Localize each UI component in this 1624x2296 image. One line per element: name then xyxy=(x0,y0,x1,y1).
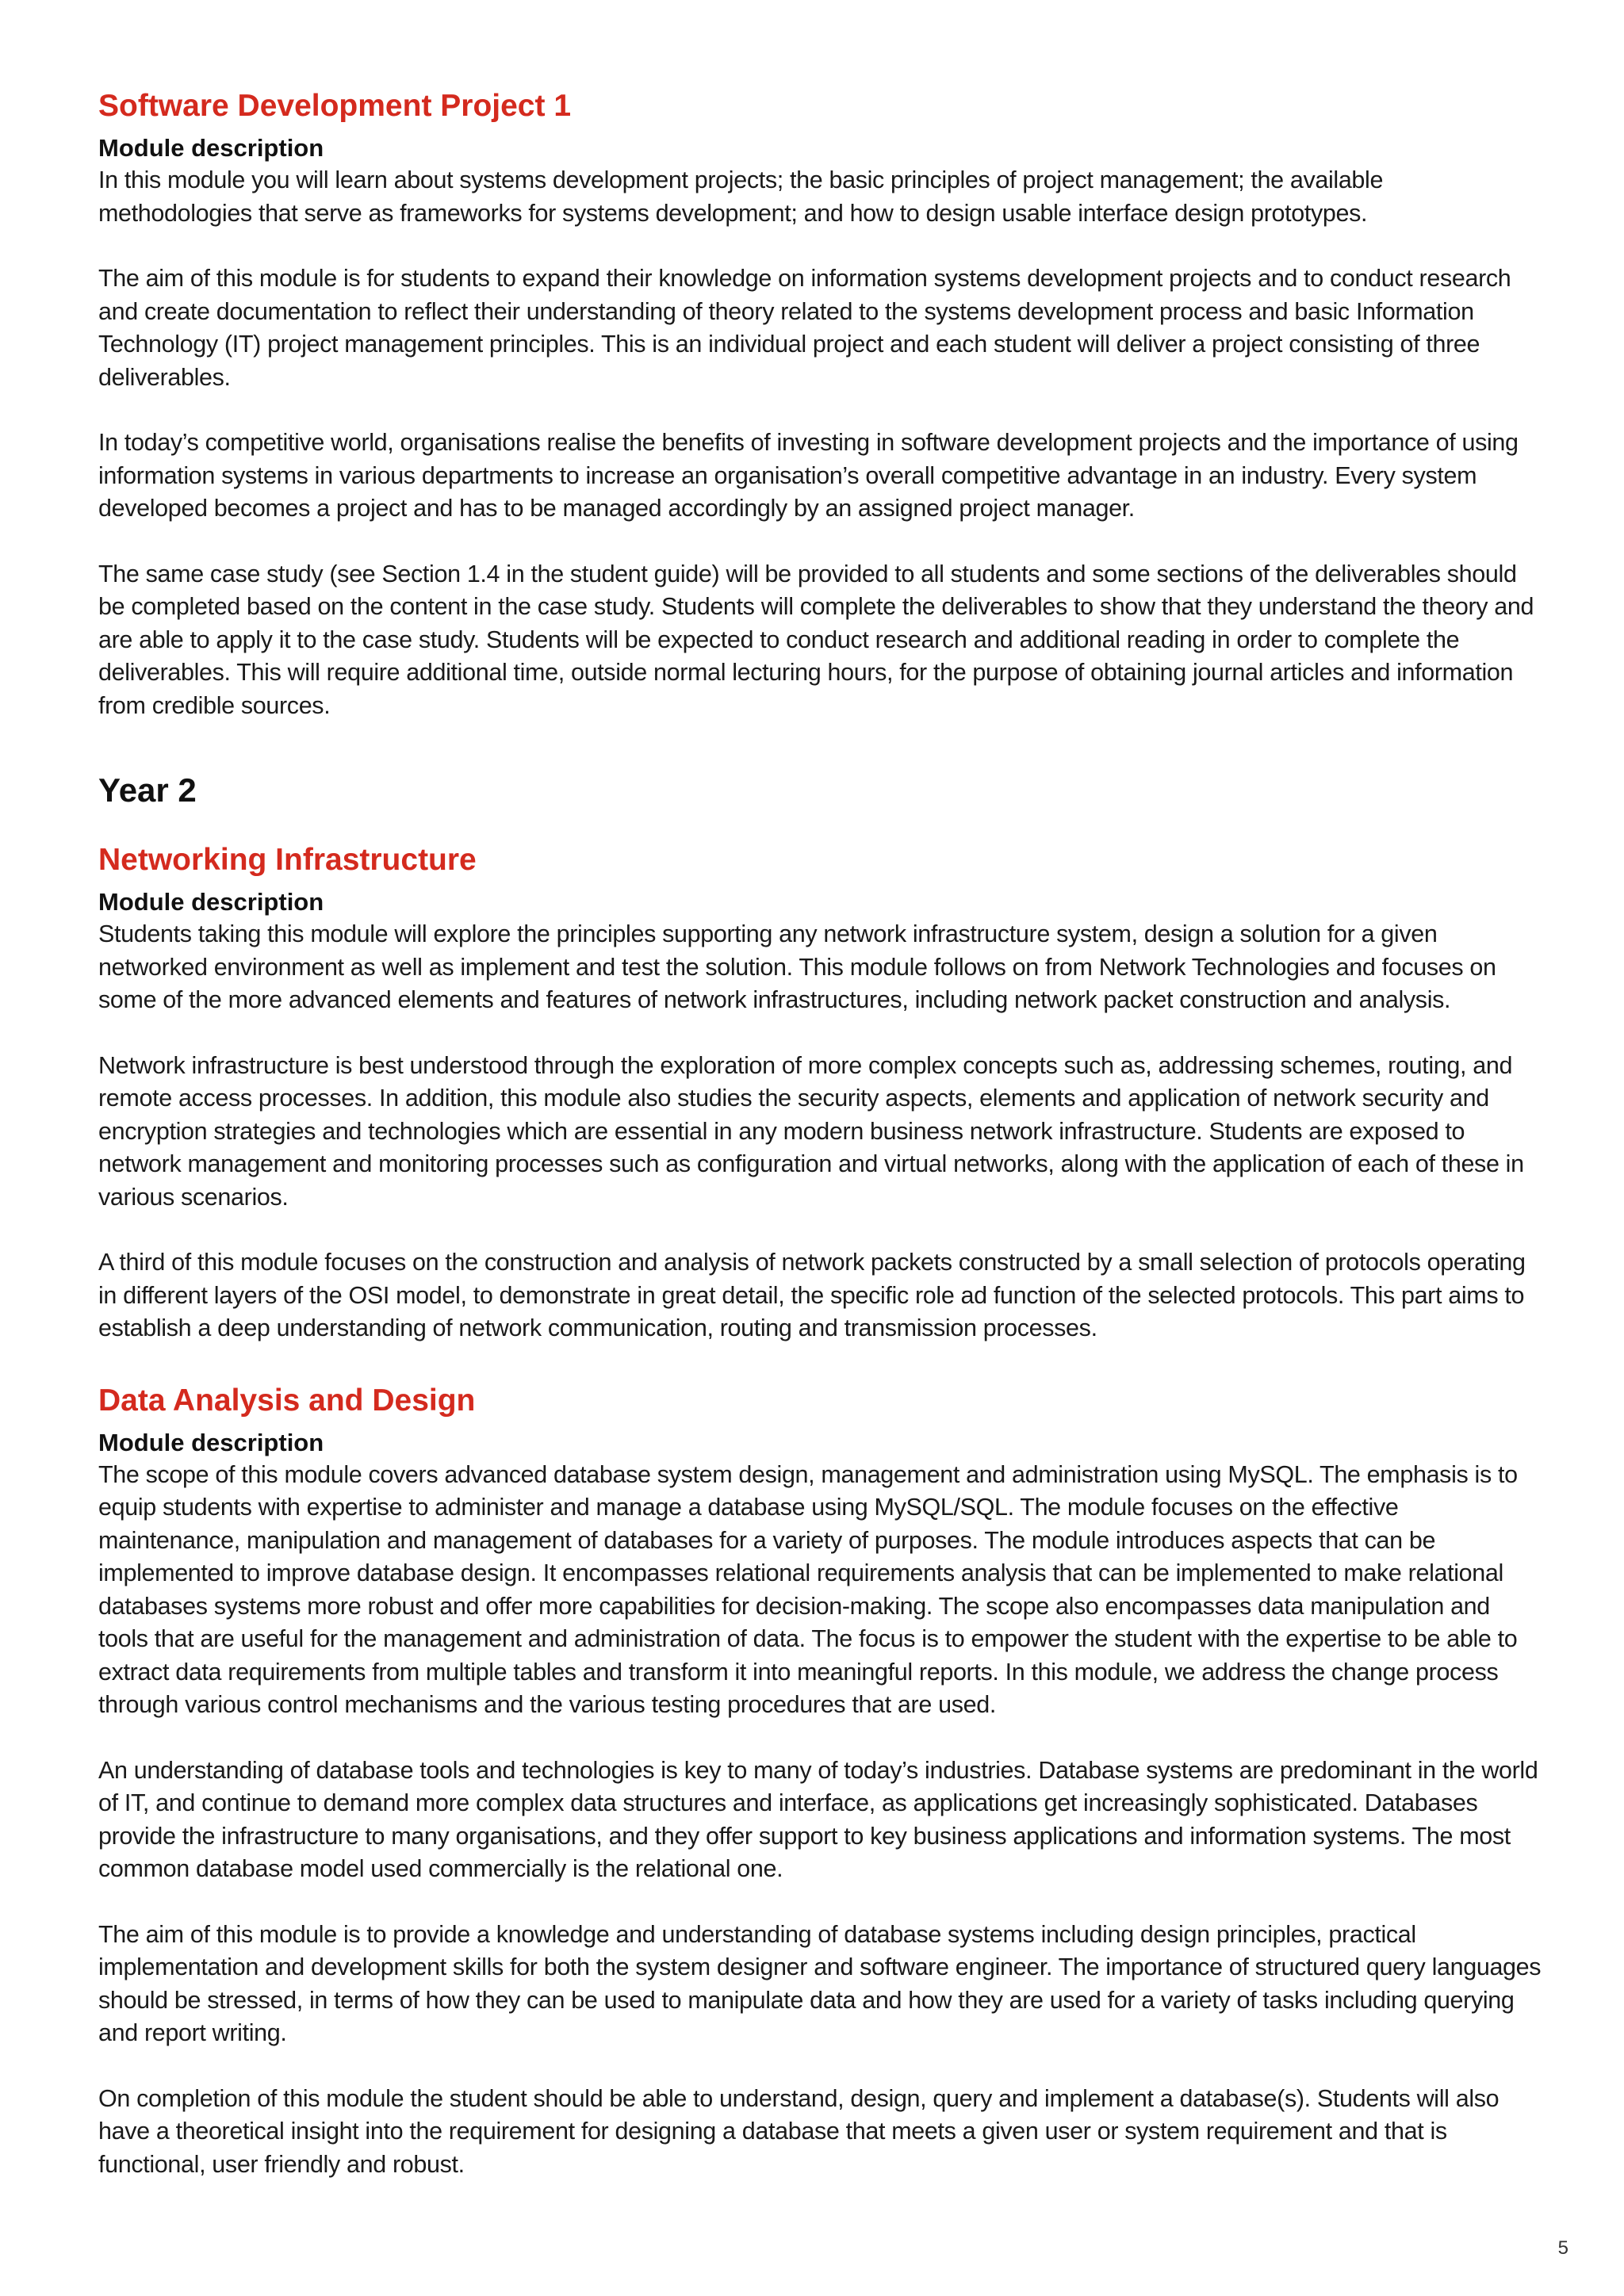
module-title: Networking Infrastructure xyxy=(98,843,477,877)
paragraph: The aim of this module is for students to expand their knowledge on information systems development projects and to conduct research and create documentation to reflect their understanding of theory related to the systems development process and basic Information Technology (IT) project management principles. This is an individual project and each student will deliver a project consisting of three deliverables. xyxy=(98,265,1511,391)
module-description-heading: Module description xyxy=(98,888,324,916)
module-software-development-project-1 xyxy=(98,86,1542,722)
paragraph: The scope of this module covers advanced database system design, management and administration using MySQL. The emphasis is to equip students with expertise to administer and manage a database using MySQL/SQL. The module focuses on the effective maintenance, manipulation and management of databases for a variety of purposes. The module introduces aspects that can be implemented to improve database design. It encompasses relational requirements analysis that can be implemented to make relational databases systems more robust and offer more capabilities for decision-making. The scope also encompasses data manipulation and tools that are useful for the management and administration of data. The focus is to empower the student with the expertise to be able to extract data requirements from multiple tables and transform it into meaningful reports. In this module, we address the change process through various control mechanisms and the various testing procedures that are used. xyxy=(98,1460,1518,1718)
document-page xyxy=(98,86,1542,2181)
paragraph: A third of this module focuses on the construction and analysis of network packets constructed by a small selection of protocols operating in different layers of the OSI model, to demonstrate in great detail, the specific role ad function of the selected protocols. This part aims to establish a deep understanding of network communication, routing and transmission processes. xyxy=(98,1249,1526,1341)
module-description-heading: Module description xyxy=(98,134,324,162)
module-title: Data Analysis and Design xyxy=(98,1383,476,1418)
paragraph: An understanding of database tools and technologies is key to many of today’s industries. Database systems are predominant in the world of IT, and continue to demand more complex data structures and interface, as applications get increasingly sophisticated. Databases provide the infrastructure to many organisations, and they offer support to key business applications and information systems. The most common database model used commercially is the relational one. xyxy=(98,1756,1538,1882)
year-heading: Year 2 xyxy=(98,771,197,809)
paragraph: On completion of this module the student should be able to understand, design, query and implement a database(s). Students will also have a theoretical insight into the requirement for designing a database that meets a given user or system requirement and that is functional, user friendly and robust. xyxy=(98,2084,1500,2178)
paragraph: The same case study (see Section 1.4 in the student guide) will be provided to all students and some sections of the deliverables should be completed based on the content in the case study. Students will complete the deliverables to show that they understand the theory and are able to apply it to the case study. Students will be expected to conduct research and additional reading in order to complete the deliverables. This will require additional time, outside normal lecturing hours, for the purpose of obtaining journal articles and information from credible sources. xyxy=(98,560,1534,719)
paragraph: In this module you will learn about systems development projects; the basic principles of project management; the available methodologies that serve as frameworks for systems development; and how to design usable interface design prototypes. xyxy=(98,166,1384,227)
module-title: Software Development Project 1 xyxy=(98,89,572,123)
paragraph: The aim of this module is to provide a knowledge and understanding of database systems including design principles, practical implementation and development skills for both the system designer and software engineer. The importance of structured query languages should be stressed, in terms of how they can be used to manipulate data and how they are used for a variety of tasks including querying and report writing. xyxy=(98,1920,1542,2046)
paragraph: In today’s competitive world, organisations realise the benefits of investing in software development projects and the importance of using information systems in various departments to increase an organisation’s overall competitive advantage in an industry. Every system developed becomes a project and has to be managed accordingly by an assigned project manager. xyxy=(98,429,1519,522)
module-description-heading: Module description xyxy=(98,1428,324,1456)
page-number: 5 xyxy=(1557,2237,1568,2259)
paragraph: Network infrastructure is best understood through the exploration of more complex concepts such as, addressing schemes, routing, and remote access processes. In addition, this module also studies the security aspects, elements and application of network security and encryption strategies and technologies which are essential in any modern business network infrastructure. Students are exposed to network management and monitoring processes such as configuration and virtual networks, along with the application of each of these in various scenarios. xyxy=(98,1051,1524,1211)
module-networking-infrastructure xyxy=(98,840,1542,1345)
paragraph: Students taking this module will explore the principles supporting any network infrastructure system, design a solution for a given networked environment as well as implement and test the solution. This module follows on from Network Technologies and focuses on some of the more advanced elements and features of network infrastructures, including network packet construction and analysis. xyxy=(98,920,1496,1013)
module-data-analysis-and-design xyxy=(98,1380,1542,2182)
